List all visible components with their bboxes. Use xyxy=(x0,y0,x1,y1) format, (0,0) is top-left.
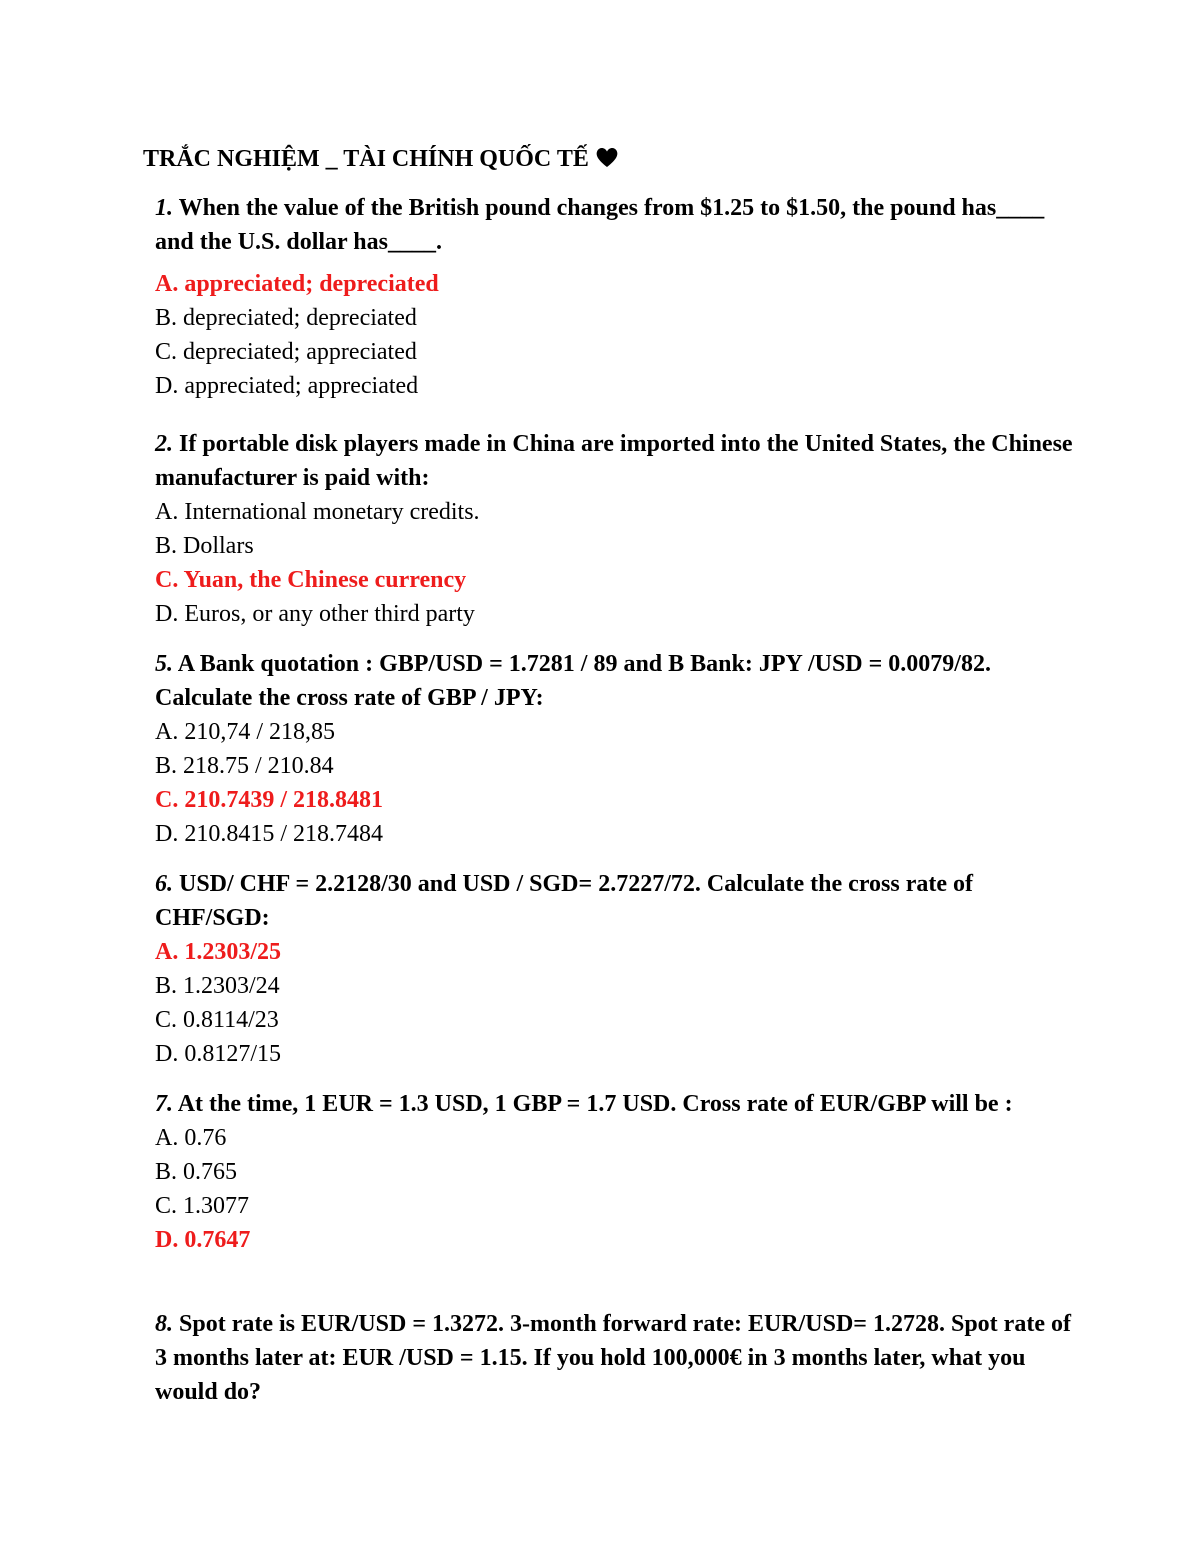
question-number: 8. xyxy=(155,1311,173,1337)
question-number: 6. xyxy=(155,871,173,897)
question-number: 1. xyxy=(155,195,173,221)
option-b[interactable]: B. depreciated; depreciated xyxy=(155,305,417,331)
question-stem xyxy=(155,647,1075,715)
option-a-correct[interactable]: A. appreciated; depreciated xyxy=(155,271,439,297)
question-text: When the value of the British pound changes from $1.25 to $1.50, the pound has____ and the U.S. dollar has____. xyxy=(155,195,1045,255)
question-text: A Bank quotation : GBP/USD = 1.7281 / 89 and B Bank: JPY /USD = 0.0079/82. Calculate the cross rate of GBP / JPY: xyxy=(155,651,991,711)
option-d[interactable]: D. 0.8127/15 xyxy=(155,1041,281,1067)
option-a[interactable]: A. 210,74 / 218,85 xyxy=(155,719,335,745)
question-2 xyxy=(155,427,1075,631)
option-c[interactable]: C. depreciated; appreciated xyxy=(155,339,417,365)
option-d[interactable]: D. appreciated; appreciated xyxy=(155,373,419,399)
question-text: If portable disk players made in China are imported into the United States, the Chinese manufacturer is paid with: xyxy=(155,431,1073,491)
question-8 xyxy=(155,1307,1075,1409)
option-b[interactable]: B. 0.765 xyxy=(155,1159,238,1185)
question-7 xyxy=(155,1087,1075,1257)
option-a-correct[interactable]: A. 1.2303/25 xyxy=(155,939,281,965)
question-text: USD/ CHF = 2.2128/30 and USD / SGD= 2.7227/72. Calculate the cross rate of CHF/SGD: xyxy=(155,871,974,931)
heart-icon xyxy=(595,146,619,176)
option-b[interactable]: B. 218.75 / 210.84 xyxy=(155,753,334,779)
option-c-correct[interactable]: C. Yuan, the Chinese currency xyxy=(155,567,467,593)
option-a[interactable]: A. International monetary credits. xyxy=(155,499,480,525)
option-c[interactable]: C. 0.8114/23 xyxy=(155,1007,279,1033)
document-title xyxy=(143,144,619,176)
option-d-correct[interactable]: D. 0.7647 xyxy=(155,1227,251,1253)
question-number: 5. xyxy=(155,651,173,677)
option-b[interactable]: B. 1.2303/24 xyxy=(155,973,280,999)
question-5 xyxy=(155,647,1075,851)
document-title-text: TRẮC NGHIỆM _ TÀI CHÍNH QUỐC TẾ xyxy=(143,146,589,172)
option-a[interactable]: A. 0.76 xyxy=(155,1125,227,1151)
question-stem xyxy=(155,1307,1075,1409)
option-c-correct[interactable]: C. 210.7439 / 218.8481 xyxy=(155,787,383,813)
question-text: At the time, 1 EUR = 1.3 USD, 1 GBP = 1.7 USD. Cross rate of EUR/GBP will be : xyxy=(177,1091,1013,1117)
option-d[interactable]: D. 210.8415 / 218.7484 xyxy=(155,821,383,847)
question-number: 7. xyxy=(155,1091,173,1117)
option-d[interactable]: D. Euros, or any other third party xyxy=(155,601,475,627)
question-stem xyxy=(155,427,1075,495)
question-stem xyxy=(155,191,1075,259)
question-stem xyxy=(155,1087,1075,1121)
question-6 xyxy=(155,867,1075,1071)
question-1 xyxy=(155,191,1075,403)
question-number: 2. xyxy=(155,431,173,457)
question-text: Spot rate is EUR/USD = 1.3272. 3-month forward rate: EUR/USD= 1.2728. Spot rate of 3 months later at: EUR /USD = 1.15. If you hold 100,000€ in 3 months later, what you would do? xyxy=(155,1311,1071,1405)
option-c[interactable]: C. 1.3077 xyxy=(155,1193,250,1219)
question-stem xyxy=(155,867,1075,935)
option-b[interactable]: B. Dollars xyxy=(155,533,254,559)
